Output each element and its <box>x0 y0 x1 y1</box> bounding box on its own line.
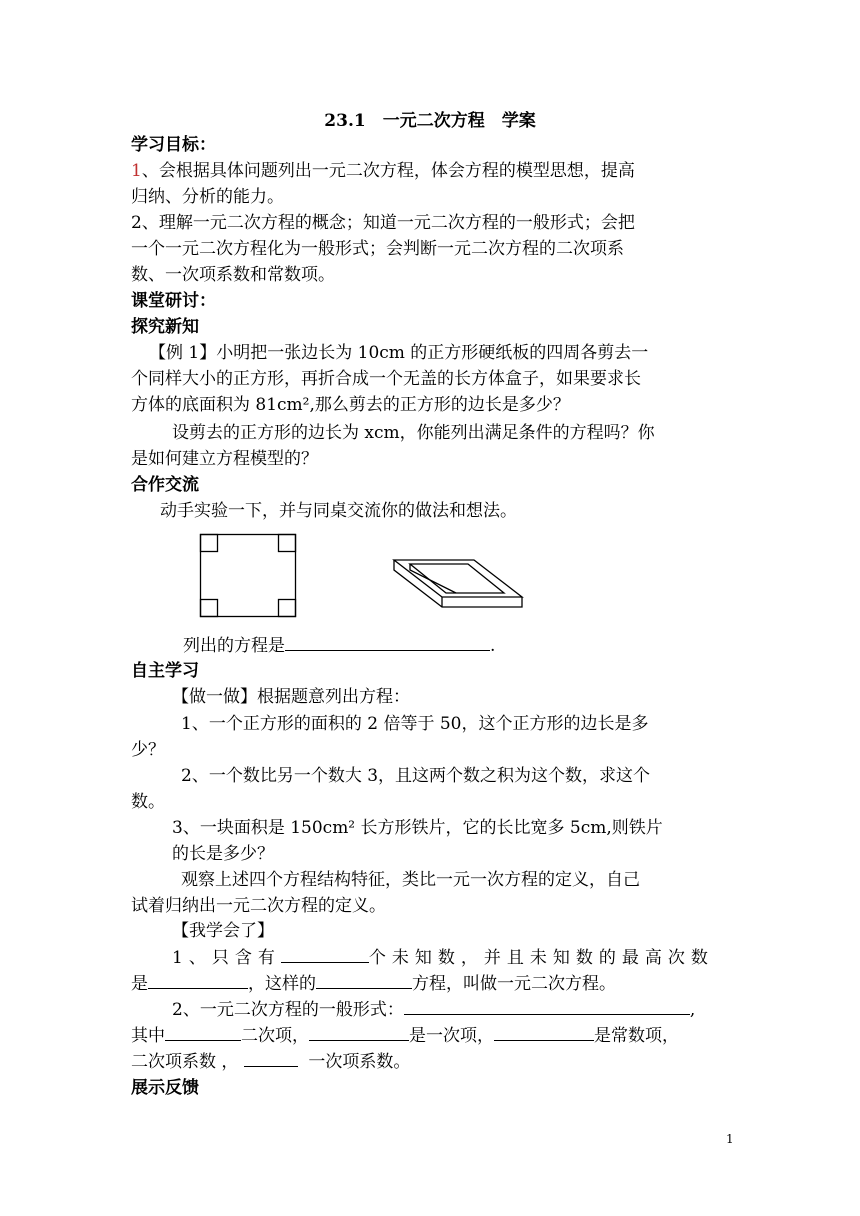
question-3-line-2: 的长是多少？ <box>172 844 274 864</box>
equation-line <box>183 633 783 658</box>
observe-line-2: 试着归纳出一元二次方程的定义。 <box>131 896 386 916</box>
question-2-line-2: 数。 <box>131 792 165 812</box>
learned-1-e: 方程，叫做一元二次方程。 <box>412 974 616 994</box>
learned-1-middle: 个未知数，并且未知数的最高次数 <box>368 948 714 968</box>
learned-2-line-1 <box>172 997 772 1022</box>
learned-2-a: 2、一元二次方程的一般形式： <box>172 1000 404 1020</box>
observe-line-1: 观察上述四个方程结构特征，类比一元一次方程的定义，自己 <box>181 870 640 890</box>
square-cardboard-figure <box>195 530 305 620</box>
question-3-line-1: 3、一块面积是 150cm² 长方形铁片，它的长比宽多 5cm,则铁片 <box>172 818 663 838</box>
learned-2-c: 二次项， <box>241 1026 309 1046</box>
question-2-line-1: 2、一个数比另一个数大 3，且这两个数之积为这个数，求这个 <box>181 766 651 786</box>
page-title: 23.1 一元二次方程 学案 <box>324 111 536 131</box>
objective-2-line-2: 一个一元二次方程化为一般形式；会判断一元二次方程的二次项系 <box>131 239 624 259</box>
learned-heading: 【我学会了】 <box>172 921 274 941</box>
learned-2-e: 是常数项， <box>594 1026 679 1046</box>
learned-2-d: 是一次项， <box>409 1026 494 1046</box>
equation-end: . <box>490 636 496 656</box>
example-1-line-2: 个同样大小的正方形，再折合成一个无盖的长方体盒子，如果要求长 <box>131 369 641 389</box>
cut-corner-top-right <box>279 535 296 552</box>
learned-1-line-1 <box>172 945 772 970</box>
objective-1-line-2: 归纳、分析的能力。 <box>131 187 284 207</box>
learned-2-b: 其中 <box>131 1026 165 1046</box>
example-1-line-1: 【例 1】小明把一张边长为 10cm 的正方形硬纸板的四周各剪去一 <box>149 343 649 363</box>
cut-corner-bottom-right <box>279 600 296 617</box>
equation-blank[interactable] <box>285 633 490 651</box>
objective-1-number: 1 <box>131 161 142 181</box>
learned-1-d: ，这样的 <box>248 974 316 994</box>
learned-2-line-2 <box>131 1023 731 1048</box>
cut-corner-bottom-left <box>201 600 218 617</box>
example-1-line-4: 设剪去的正方形的边长为 xcm，你能列出满足条件的方程吗？你 <box>172 423 655 443</box>
learned-2-f: 二次项系数 ， <box>131 1052 239 1072</box>
question-1-line-1: 1、一个正方形的面积的 2 倍等于 50，这个正方形的边长是多 <box>181 714 649 734</box>
learned-1-blank-1[interactable] <box>281 945 369 963</box>
self-study-heading: 自主学习 <box>131 661 199 681</box>
objective-2-line-1: 2、理解一元二次方程的概念；知道一元二次方程的一般形式；会把 <box>131 213 635 233</box>
example-1-line-5: 是如何建立方程模型的？ <box>131 449 318 469</box>
box-inner-wall <box>410 564 456 593</box>
coefficient-blank[interactable] <box>244 1049 298 1067</box>
quadratic-term-blank[interactable] <box>165 1023 241 1041</box>
open-box-figure <box>388 548 528 618</box>
objective-2-line-3: 数、一次项系数和常数项。 <box>131 265 335 285</box>
learned-1-blank-2[interactable] <box>148 971 248 989</box>
page-number: 1 <box>726 1132 734 1146</box>
linear-term-blank[interactable] <box>309 1023 409 1041</box>
objective-1-text: 、会根据具体问题列出一元二次方程，体会方程的模型思想，提高 <box>141 161 635 181</box>
learned-1-line-2 <box>131 971 731 996</box>
learned-1-c: 是 <box>131 974 148 994</box>
learned-2-line-3 <box>131 1049 731 1074</box>
cut-corner-top-left <box>201 535 218 552</box>
learned-1-blank-3[interactable] <box>316 971 412 989</box>
learned-2-g: 一次项系数。 <box>308 1052 411 1072</box>
equation-label: 列出的方程是 <box>183 636 285 656</box>
cooperate-line-1: 动手实验一下，并与同桌交流你的做法和想法。 <box>160 501 517 521</box>
learned-1-prefix: 1、只含有 <box>172 948 281 968</box>
general-form-blank[interactable] <box>404 997 690 1015</box>
feedback-heading: 展示反馈 <box>131 1078 199 1098</box>
objectives-heading: 学习目标： <box>131 135 216 155</box>
question-1-line-2: 少？ <box>131 740 165 760</box>
cooperate-heading: 合作交流 <box>131 475 199 495</box>
constant-term-blank[interactable] <box>494 1023 594 1041</box>
example-1-line-3: 方体的底面积为 81cm²,那么剪去的正方形的边长是多少？ <box>131 395 570 415</box>
learned-2-end: , <box>689 1000 696 1020</box>
cardboard-outline <box>201 535 296 617</box>
self-study-intro: 【做一做】根据题意列出方程： <box>172 687 410 707</box>
explore-heading: 探究新知 <box>131 317 199 337</box>
box-top-inner <box>410 564 504 593</box>
objective-1-line-1 <box>131 159 731 183</box>
discussion-heading: 课堂研讨： <box>131 291 216 311</box>
